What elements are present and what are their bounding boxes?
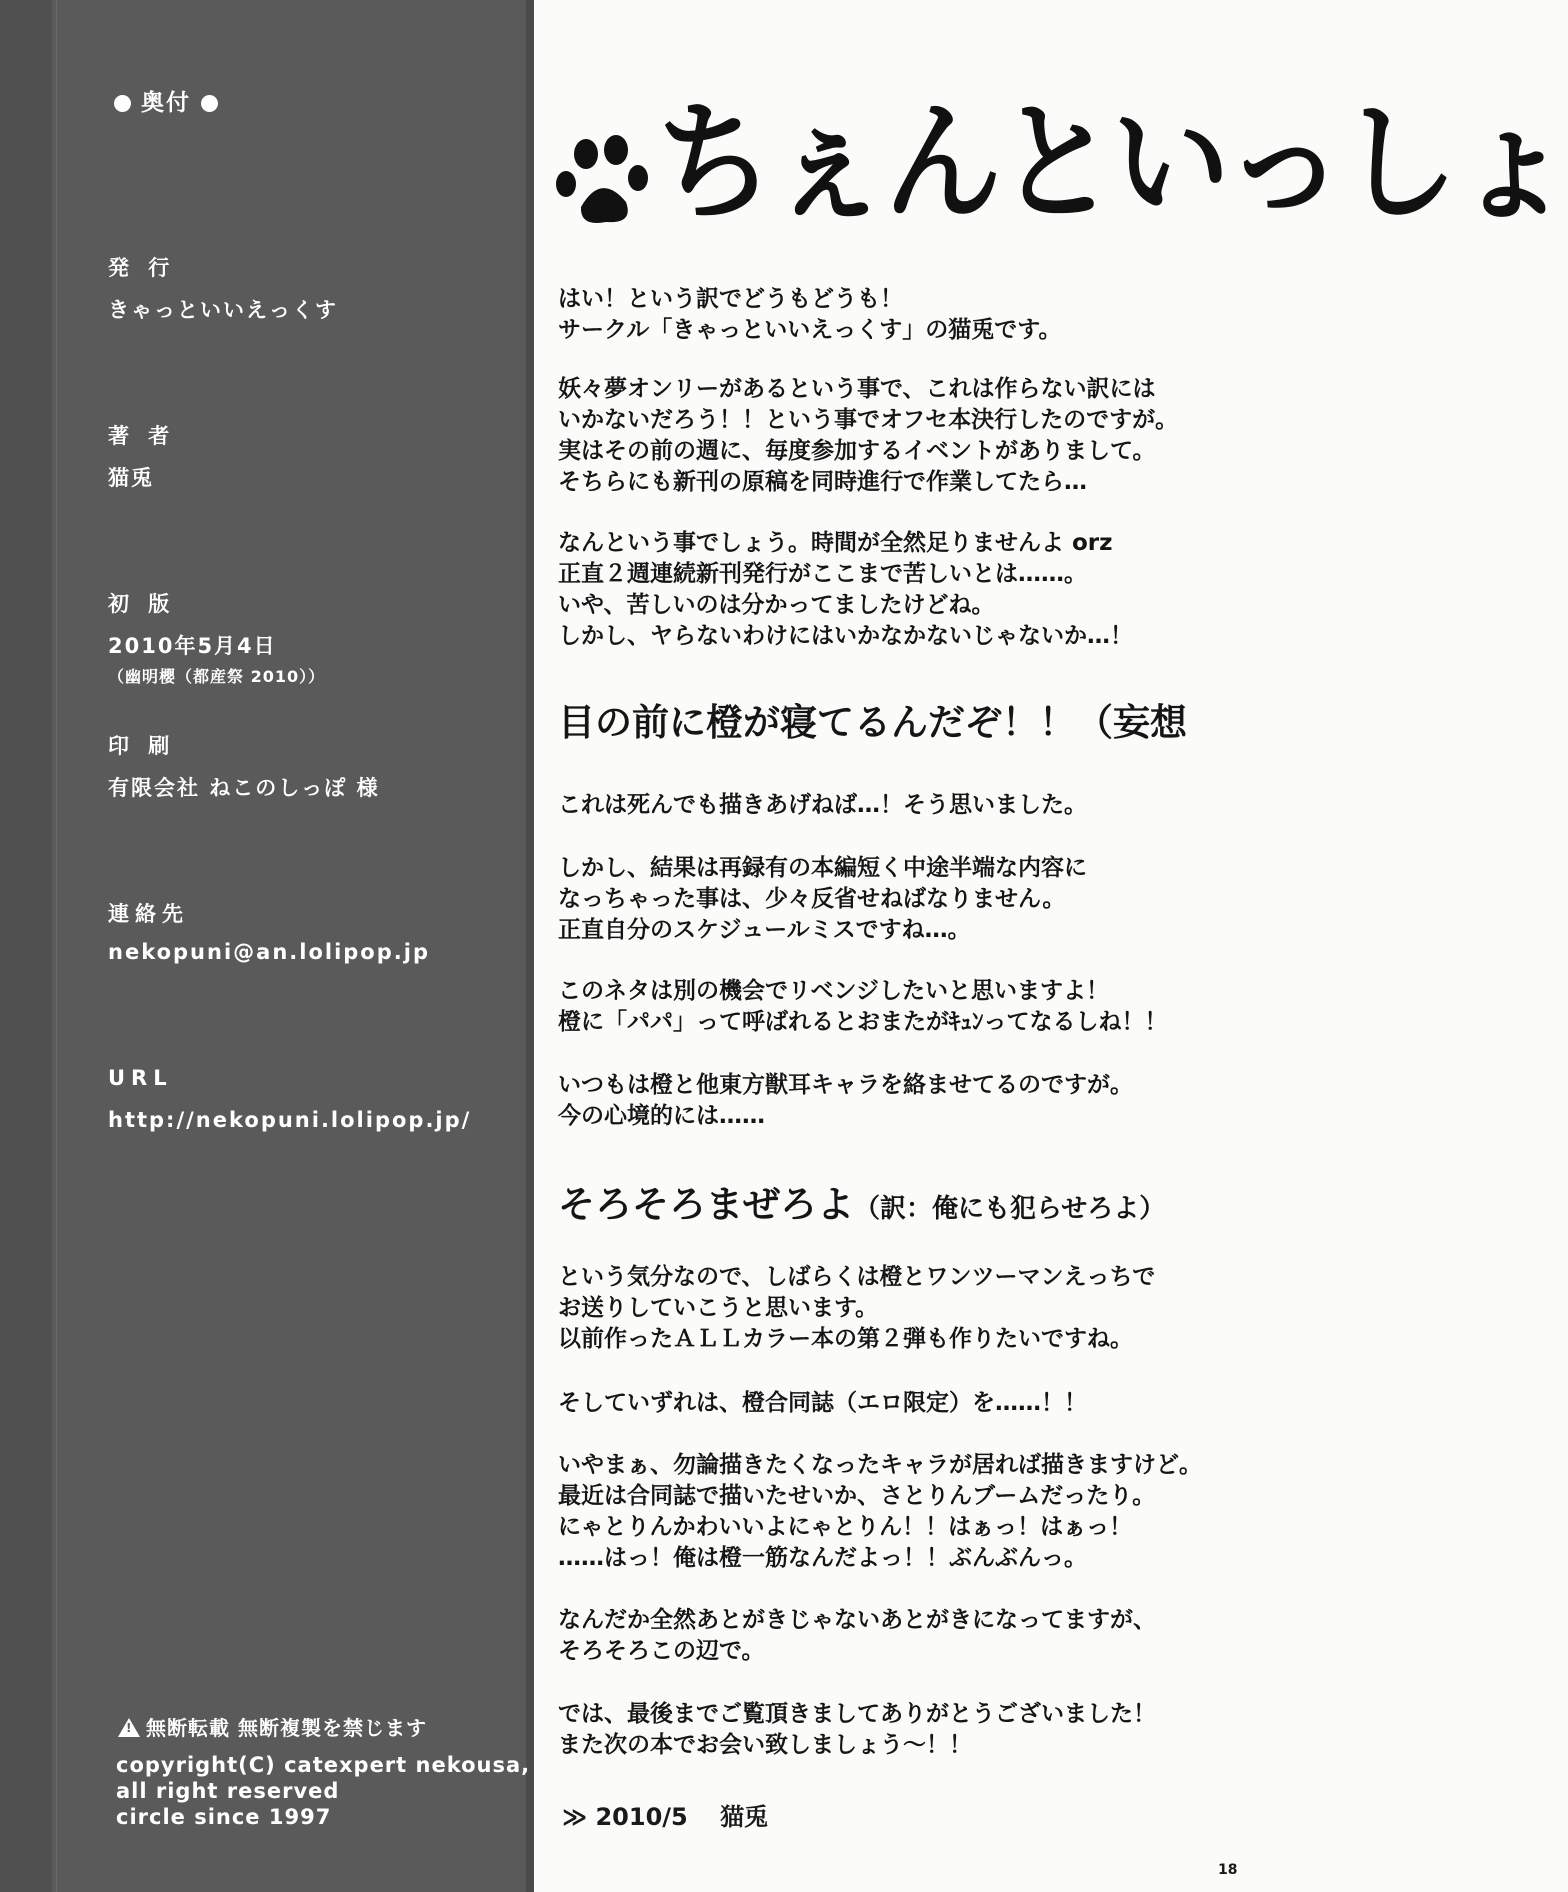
paragraph-line: ……はっ！俺は橙一筋なんだよっ！！ぶんぶんっ。 — [558, 1545, 1087, 1571]
warning-icon — [118, 1718, 140, 1737]
publisher-label: 発 行 — [108, 256, 176, 280]
url-label: URL — [108, 1066, 173, 1090]
copyright-warning: !無断転載 無断複製を禁じます — [118, 1712, 427, 1741]
edition-date: 2010年5月4日 — [108, 634, 277, 658]
paragraph-line: そちらにも新刊の原稿を同時進行で作業してたら… — [558, 469, 1087, 495]
afterword-title: ちぇんといっしょ — [656, 86, 1568, 239]
exclamation-heading: 目の前に橙が寝てるんだぞ！！（妄想 — [558, 701, 1187, 744]
paragraph-line: そろそろこの辺で。 — [558, 1638, 765, 1664]
paragraph-line: これは死んでも描きあげねば…！そう思いました。 — [558, 792, 1087, 818]
paragraph-line: 正直自分のスケジュールミスですね…。 — [558, 917, 971, 943]
author-value: 猫兎 — [108, 466, 154, 490]
paragraph-line: いや、苦しいのは分かってましたけどね。 — [558, 592, 995, 618]
bullet-icon — [201, 95, 218, 112]
paragraph-line: いやまぁ、勿論描きたくなったキャラが居れば描きますけど。 — [558, 1452, 1202, 1478]
paragraph-line: しかし、ヤらないわけにはいかなかないじゃないか…！ — [558, 623, 1133, 649]
signature: ≫ 2010/5 猫兎 — [562, 1803, 769, 1831]
page-number: 18 — [1218, 1862, 1238, 1878]
bullet-icon — [114, 95, 131, 112]
publisher-value: きゃっといいえっくす — [108, 298, 338, 322]
paragraph-line: なんという事でしょう。時間が全然足りませんよ orz — [558, 530, 1113, 556]
paragraph-line: そしていずれは、橙合同誌（エロ限定）を……！！ — [558, 1390, 1087, 1416]
panel-edge — [0, 0, 52, 1892]
paragraph-line: 妖々夢オンリーがあるという事で、これは作らない訳には — [558, 376, 1156, 402]
paragraph-line: このネタは別の機会でリベンジしたいと思いますよ！ — [558, 978, 1109, 1004]
paragraph-line: サークル「きゃっといいえっくす」の猫兎です。 — [558, 317, 1062, 343]
paragraph-line: はい！という訳でどうもどうも！ — [558, 286, 903, 312]
paragraph-line: 実はその前の週に、毎度参加するイベントがありまして。 — [558, 438, 1156, 464]
paragraph-line: お送りしていこうと思います。 — [558, 1295, 879, 1321]
email-value: nekopuni@an.lolipop.jp — [108, 940, 430, 964]
paragraph-line: 以前作ったＡＬＬカラー本の第２弾も作りたいですね。 — [558, 1326, 1133, 1352]
paragraph-line: という気分なので、しばらくは橙とワンツーマンえっちで — [558, 1264, 1156, 1290]
paw-print-icon — [556, 132, 656, 242]
translation-note: （訳：俺にも犯らせろよ） — [854, 1194, 1166, 1224]
paragraph-line: また次の本でお会い致しましょう～！！ — [558, 1732, 972, 1758]
paragraph-line: しかし、結果は再録有の本編短く中途半端な内容に — [558, 855, 1087, 881]
title-block — [556, 48, 1568, 239]
paragraph-line: では、最後までご覧頂きましてありがとうございました！ — [558, 1701, 1156, 1727]
paragraph-line: 最近は合同誌で描いたせいか、さとりんブームだったり。 — [558, 1483, 1156, 1509]
exclamation-heading: そろそろまぜろよ（訳：俺にも犯らせろよ） — [558, 1183, 1166, 1226]
paragraph-line: 橙に「パパ」って呼ばれるとおまたがｷｭﾝってなるしね！！ — [558, 1009, 1168, 1035]
copyright-line: circle since 1997 — [116, 1805, 332, 1829]
copyright-line: copyright(C) catexpert nekousa, — [116, 1753, 531, 1777]
panel-right-edge — [526, 0, 534, 1892]
print-label: 印 刷 — [108, 734, 176, 758]
colophon-panel — [0, 0, 534, 1892]
url-value: http://nekopuni.lolipop.jp/ — [108, 1108, 472, 1132]
author-label: 著 者 — [108, 424, 176, 448]
paragraph-line: いかないだろう！！という事でオフセ本決行したのですが。 — [558, 407, 1179, 433]
paragraph-line: いつもは橙と他東方獣耳キャラを絡ませてるのですが。 — [558, 1072, 1133, 1098]
copyright-line: all right reserved — [116, 1779, 340, 1803]
paragraph-line: なっちゃった事は、少々反省せねばなりません。 — [558, 886, 1066, 912]
contact-label: 連絡先 — [108, 902, 189, 926]
panel-line — [56, 0, 57, 1892]
edition-label: 初 版 — [108, 592, 176, 616]
paragraph-line: 今の心境的には…… — [558, 1103, 765, 1129]
colophon-heading: 奥付 — [104, 84, 228, 117]
paragraph-line: なんだか全然あとがきじゃないあとがきになってますが、 — [558, 1607, 1156, 1633]
printer-value: 有限会社 ねこのしっぽ 様 — [108, 776, 380, 800]
paragraph-line: 正直２週連続新刊発行がここまで苦しいとは……。 — [558, 561, 1087, 587]
paragraph-line: にゃとりんかわいいよにゃとりん！！はぁっ！はぁっ！ — [558, 1514, 1133, 1540]
edition-event: （幽明櫻（都産祭 2010）） — [108, 667, 326, 686]
